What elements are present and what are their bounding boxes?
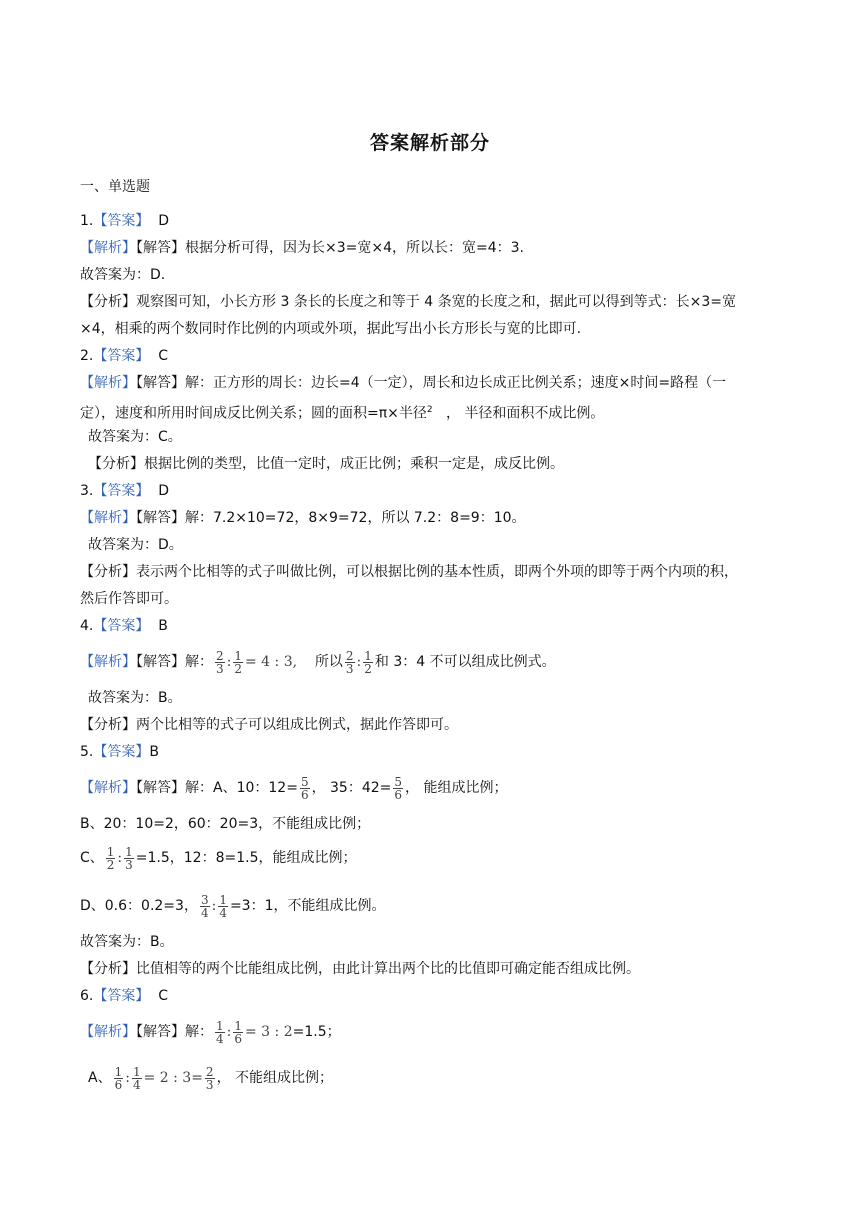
q2-fenxi: 【分析】根据比例的类型，比值一定时，成正比例；乘积一定是，成反比例。	[88, 456, 564, 472]
q4-answer: B	[158, 618, 168, 634]
q1-answer: D	[158, 213, 170, 229]
fraction: $\frac{1}{4}$	[219, 892, 227, 920]
fraction: $\frac{1}{4}$	[132, 1064, 141, 1092]
q5-conclusion: 故答案为：B。	[80, 934, 174, 950]
q3-fenxi-cont: 然后作答即可。	[80, 591, 178, 607]
q6-answer-line: 6.【答案】 C	[80, 988, 169, 1004]
q2-jiexi: 【解析】【解答】解：正方形的周长：边长=4（一定），周长和边长成正比例关系；速度×时间=路程（一	[80, 375, 727, 391]
q3-jiexi: 【解析】【解答】解：7.2×10=72，8×9=72，所以 7.2：8=9：10。	[80, 510, 526, 526]
q4-fenxi: 【分析】两个比相等的式子可以组成比例式，据此作答即可。	[80, 717, 458, 733]
q4-jiexi: 【解析】【解答】解： $\frac{2}{3}$ : $\frac{1}{2}$ = 4 : 3, 所以 $\frac{2}{3}$ : $\frac{1}{2}$ 和 3：4 不可以组成比例式。	[80, 648, 556, 676]
fraction: $\frac{1}{6}$	[234, 1018, 242, 1046]
fraction: $\frac{2}{3}$	[216, 648, 224, 676]
q3-fenxi: 【分析】表示两个比相等的式子叫做比例，可以根据比例的基本性质，即两个外项的即等于两个内项的积，	[80, 564, 738, 580]
q5-fenxi: 【分析】比值相等的两个比能组成比例，由此计算出两个比的比值即可确定能否组成比例。	[80, 961, 640, 977]
fraction: $\frac{3}{4}$	[200, 892, 209, 920]
q1-answer-line: 1.【答案】 D	[80, 213, 170, 229]
fraction: $\frac{1}{2}$	[234, 648, 242, 676]
fraction: $\frac{2}{3}$	[345, 648, 354, 676]
q5-jiexi: 【解析】【解答】解：A、10：12= $\frac{5}{6}$ ， 35：42= $\frac{5}{6}$ ， 能组成比例；	[80, 774, 508, 802]
q5-option-d: D、0.6：0.2=3， $\frac{3}{4}$ : $\frac{1}{4}$ =3：1，不能组成比例。	[80, 892, 386, 920]
q2-jiexi-cont: 定），速度和所用时间成反比例关系；圆的面积=π×半径$^2$ ， 半径和面积不成比例。	[80, 405, 605, 422]
q6-option-a: A、 $\frac{1}{6}$ : $\frac{1}{4}$ = 2 : 3= $\frac{2}{3}$ ， 不能组成比例；	[88, 1064, 334, 1092]
q5-option-b: B、20：10=2，60：20=3，不能组成比例；	[80, 816, 371, 832]
answer-tag: 【答案】	[93, 213, 150, 229]
section-heading: 一、单选题	[80, 179, 150, 195]
q3-answer: D	[158, 483, 170, 499]
q2-answer-line: 2.【答案】 C	[80, 348, 169, 364]
fraction: $\frac{1}{4}$	[216, 1018, 224, 1046]
fraction: $\frac{5}{6}$	[394, 774, 403, 802]
q5-option-c: C、 $\frac{1}{2}$ : $\frac{1}{3}$ =1.5，12：8=1.5，能组成比例；	[80, 844, 357, 872]
page-title: 答案解析部分	[369, 132, 490, 154]
q5-answer-line: 5.【答案】B	[80, 744, 159, 760]
q6-answer: C	[158, 988, 169, 1004]
q1-conclusion: 故答案为：D.	[80, 267, 166, 283]
q3-answer-line: 3.【答案】 D	[80, 483, 170, 499]
fraction: $\frac{1}{2}$	[364, 648, 372, 676]
q6-jiexi: 【解析】【解答】解： $\frac{1}{4}$ : $\frac{1}{6}$ = 3 : 2=1.5；	[80, 1018, 341, 1046]
q1-fenxi: 【分析】观察图可知，小长方形 3 条长的长度之和等于 4 条宽的长度之和，据此可以得到等式：长×3=宽	[80, 294, 736, 310]
q4-answer-line: 4.【答案】 B	[80, 618, 168, 634]
q2-answer: C	[158, 348, 169, 364]
fraction: $\frac{1}{6}$	[114, 1064, 123, 1092]
q4-conclusion: 故答案为：B。	[88, 690, 182, 706]
q5-answer: B	[149, 744, 159, 760]
q1-jiexi: 【解析】【解答】根据分析可得，因为长×3=宽×4，所以长：宽=4：3.	[80, 240, 524, 256]
q2-conclusion: 故答案为：C。	[88, 429, 182, 445]
q3-conclusion: 故答案为：D。	[88, 537, 183, 553]
fraction: $\frac{1}{2}$	[106, 844, 115, 872]
fraction: $\frac{2}{3}$	[205, 1064, 214, 1092]
fraction: $\frac{5}{6}$	[300, 774, 309, 802]
fraction: $\frac{1}{3}$	[125, 844, 133, 872]
q1-fenxi-cont: ×4，相乘的两个数同时作比例的内项或外项，据此写出小长方形长与宽的比即可.	[80, 321, 582, 337]
